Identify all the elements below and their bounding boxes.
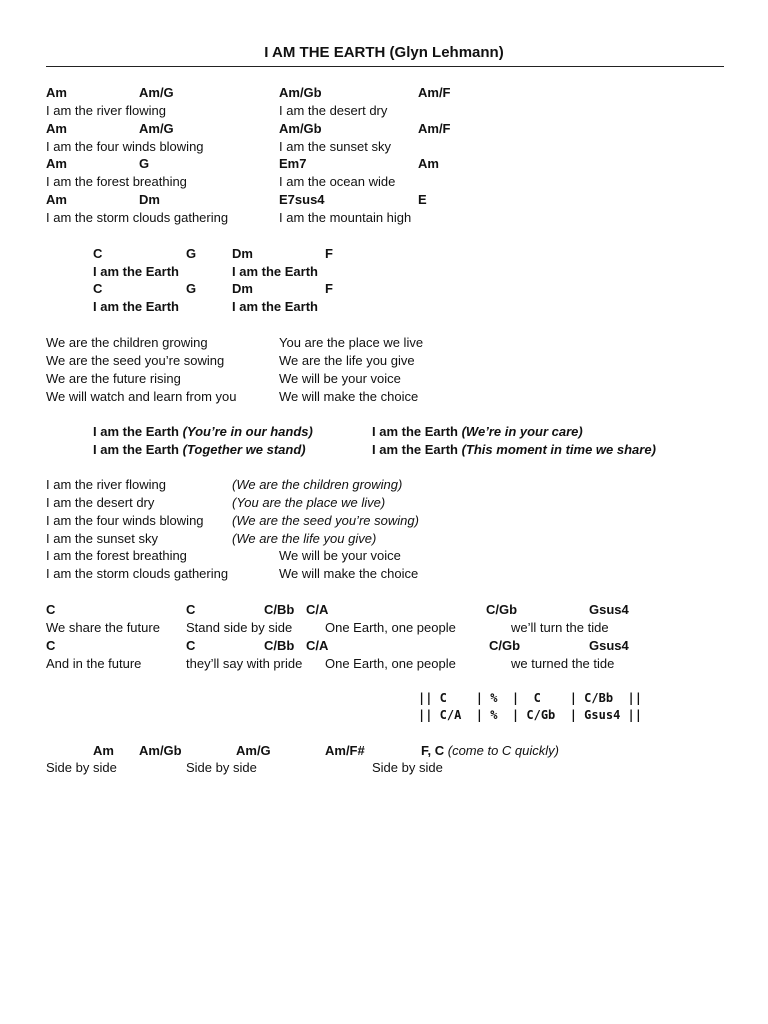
- chord: Am: [46, 192, 67, 207]
- lyric-aside: (You’re in our hands): [182, 424, 313, 439]
- chord: Em7: [279, 156, 307, 171]
- lyric-line: We are the children growing: [46, 335, 208, 350]
- lyric-aside: (Together we stand): [182, 442, 306, 457]
- chord: Am/G: [139, 85, 174, 100]
- lyric-line: Side by side: [186, 760, 257, 775]
- chorus-line: [93, 442, 306, 458]
- lyric-line: We share the future: [46, 620, 160, 635]
- lyric-line: I am the mountain high: [279, 210, 412, 225]
- chord: Gsus4: [589, 638, 629, 653]
- chord: Am: [46, 156, 67, 171]
- lyric-line: I am the river flowing: [46, 103, 166, 118]
- chord: C/Bb: [264, 602, 295, 617]
- lyric-line: I am the river flowing: [46, 477, 166, 492]
- lyric-line: I am the Earth: [93, 299, 179, 314]
- chord: C: [186, 602, 196, 617]
- lyric-line: Stand side by side: [186, 620, 293, 635]
- chord: G: [186, 246, 197, 261]
- chord: Am: [418, 156, 439, 171]
- chord: C/A: [306, 638, 329, 653]
- chord: G: [186, 281, 197, 296]
- lyric-line: We will make the choice: [279, 566, 419, 581]
- lyric-text: I am the Earth: [93, 442, 179, 457]
- lyric-line: You are the place we live: [279, 335, 424, 350]
- chord: C: [93, 246, 103, 261]
- lyric-line: Side by side: [372, 760, 443, 775]
- chord: Am/G: [236, 743, 271, 758]
- chord: Am/Gb: [139, 743, 182, 758]
- ending-chord-note: [421, 743, 559, 759]
- lyric-text: I am the Earth: [372, 442, 458, 457]
- chord: C: [46, 602, 56, 617]
- lyric-line: I am the Earth: [93, 264, 179, 279]
- chord: Am/F#: [325, 743, 365, 758]
- lyric-aside: (We are the life you give): [232, 531, 377, 546]
- lyric-aside: (You are the place we live): [232, 495, 386, 510]
- lyric-aside: (This moment in time we share): [461, 442, 656, 457]
- lyric-line: We will be your voice: [279, 548, 401, 563]
- lyric-line: I am the sunset sky: [279, 139, 391, 154]
- lyric-line: We will be your voice: [279, 371, 401, 386]
- chord: Dm: [232, 246, 253, 261]
- lyric-line: I am the sunset sky: [46, 531, 158, 546]
- chord: Dm: [139, 192, 160, 207]
- chord: Am: [93, 743, 114, 758]
- chord: Dm: [232, 281, 253, 296]
- lyric-text: I am the Earth: [93, 424, 179, 439]
- lyric-line: they’ll say with pride: [186, 656, 303, 671]
- chord: C/Gb: [489, 638, 521, 653]
- chord: Am/Gb: [279, 85, 322, 100]
- lyric-line: I am the Earth: [232, 264, 318, 279]
- lyric-aside: (We are the seed you’re sowing): [232, 513, 419, 528]
- lyric-line: We are the seed you’re sowing: [46, 353, 225, 368]
- lyric-line: I am the forest breathing: [46, 174, 187, 189]
- lyric-line: I am the Earth: [232, 299, 318, 314]
- lyric-line: I am the desert dry: [279, 103, 388, 118]
- song-title: I AM THE EARTH (Glyn Lehmann): [264, 44, 504, 61]
- chord: F: [325, 281, 333, 296]
- lyric-aside: (We’re in your care): [461, 424, 583, 439]
- chord: C/A: [306, 602, 329, 617]
- chord: E: [418, 192, 427, 207]
- tab-line: || C | % | C | C/Bb ||: [418, 691, 642, 705]
- chord: Am/G: [139, 121, 174, 136]
- lyric-line: I am the storm clouds gathering: [46, 566, 229, 581]
- chorus-line: [372, 442, 656, 458]
- lyric-line: I am the forest breathing: [46, 548, 187, 563]
- chord: C: [93, 281, 103, 296]
- chord: Am: [46, 121, 67, 136]
- chord: Am/F: [418, 85, 451, 100]
- lyric-aside: (We are the children growing): [232, 477, 403, 492]
- chord: F, C: [421, 743, 445, 758]
- performance-note: (come to C quickly): [447, 743, 559, 758]
- lyric-line: Side by side: [46, 760, 117, 775]
- chord: F: [325, 246, 333, 261]
- chord: Am/F: [418, 121, 451, 136]
- chord: G: [139, 156, 150, 171]
- chord: C/Bb: [264, 638, 295, 653]
- chord: E7sus4: [279, 192, 325, 207]
- lyric-line: We are the life you give: [279, 353, 415, 368]
- chord: C: [46, 638, 56, 653]
- lyric-line: I am the desert dry: [46, 495, 155, 510]
- chord: C: [186, 638, 196, 653]
- chorus-line: [93, 424, 313, 440]
- chord: Am: [46, 85, 67, 100]
- lyric-line: I am the ocean wide: [279, 174, 396, 189]
- title-divider: [46, 66, 724, 67]
- lyric-line: And in the future: [46, 656, 142, 671]
- lyric-line: we’ll turn the tide: [511, 620, 609, 635]
- lyric-line: One Earth, one people: [325, 620, 456, 635]
- lyric-line: we turned the tide: [511, 656, 615, 671]
- lyric-line: One Earth, one people: [325, 656, 456, 671]
- lyric-line: I am the storm clouds gathering: [46, 210, 229, 225]
- lyric-text: I am the Earth: [372, 424, 458, 439]
- tab-line: || C/A | % | C/Gb | Gsus4 ||: [418, 708, 642, 722]
- chord: Am/Gb: [279, 121, 322, 136]
- lyric-line: I am the four winds blowing: [46, 139, 204, 154]
- lyric-line: We will make the choice: [279, 389, 419, 404]
- lyric-line: We will watch and learn from you: [46, 389, 237, 404]
- chord: C/Gb: [486, 602, 518, 617]
- chord: Gsus4: [589, 602, 629, 617]
- lyric-line: I am the four winds blowing: [46, 513, 204, 528]
- chorus-line: [372, 424, 583, 440]
- lyric-line: We are the future rising: [46, 371, 181, 386]
